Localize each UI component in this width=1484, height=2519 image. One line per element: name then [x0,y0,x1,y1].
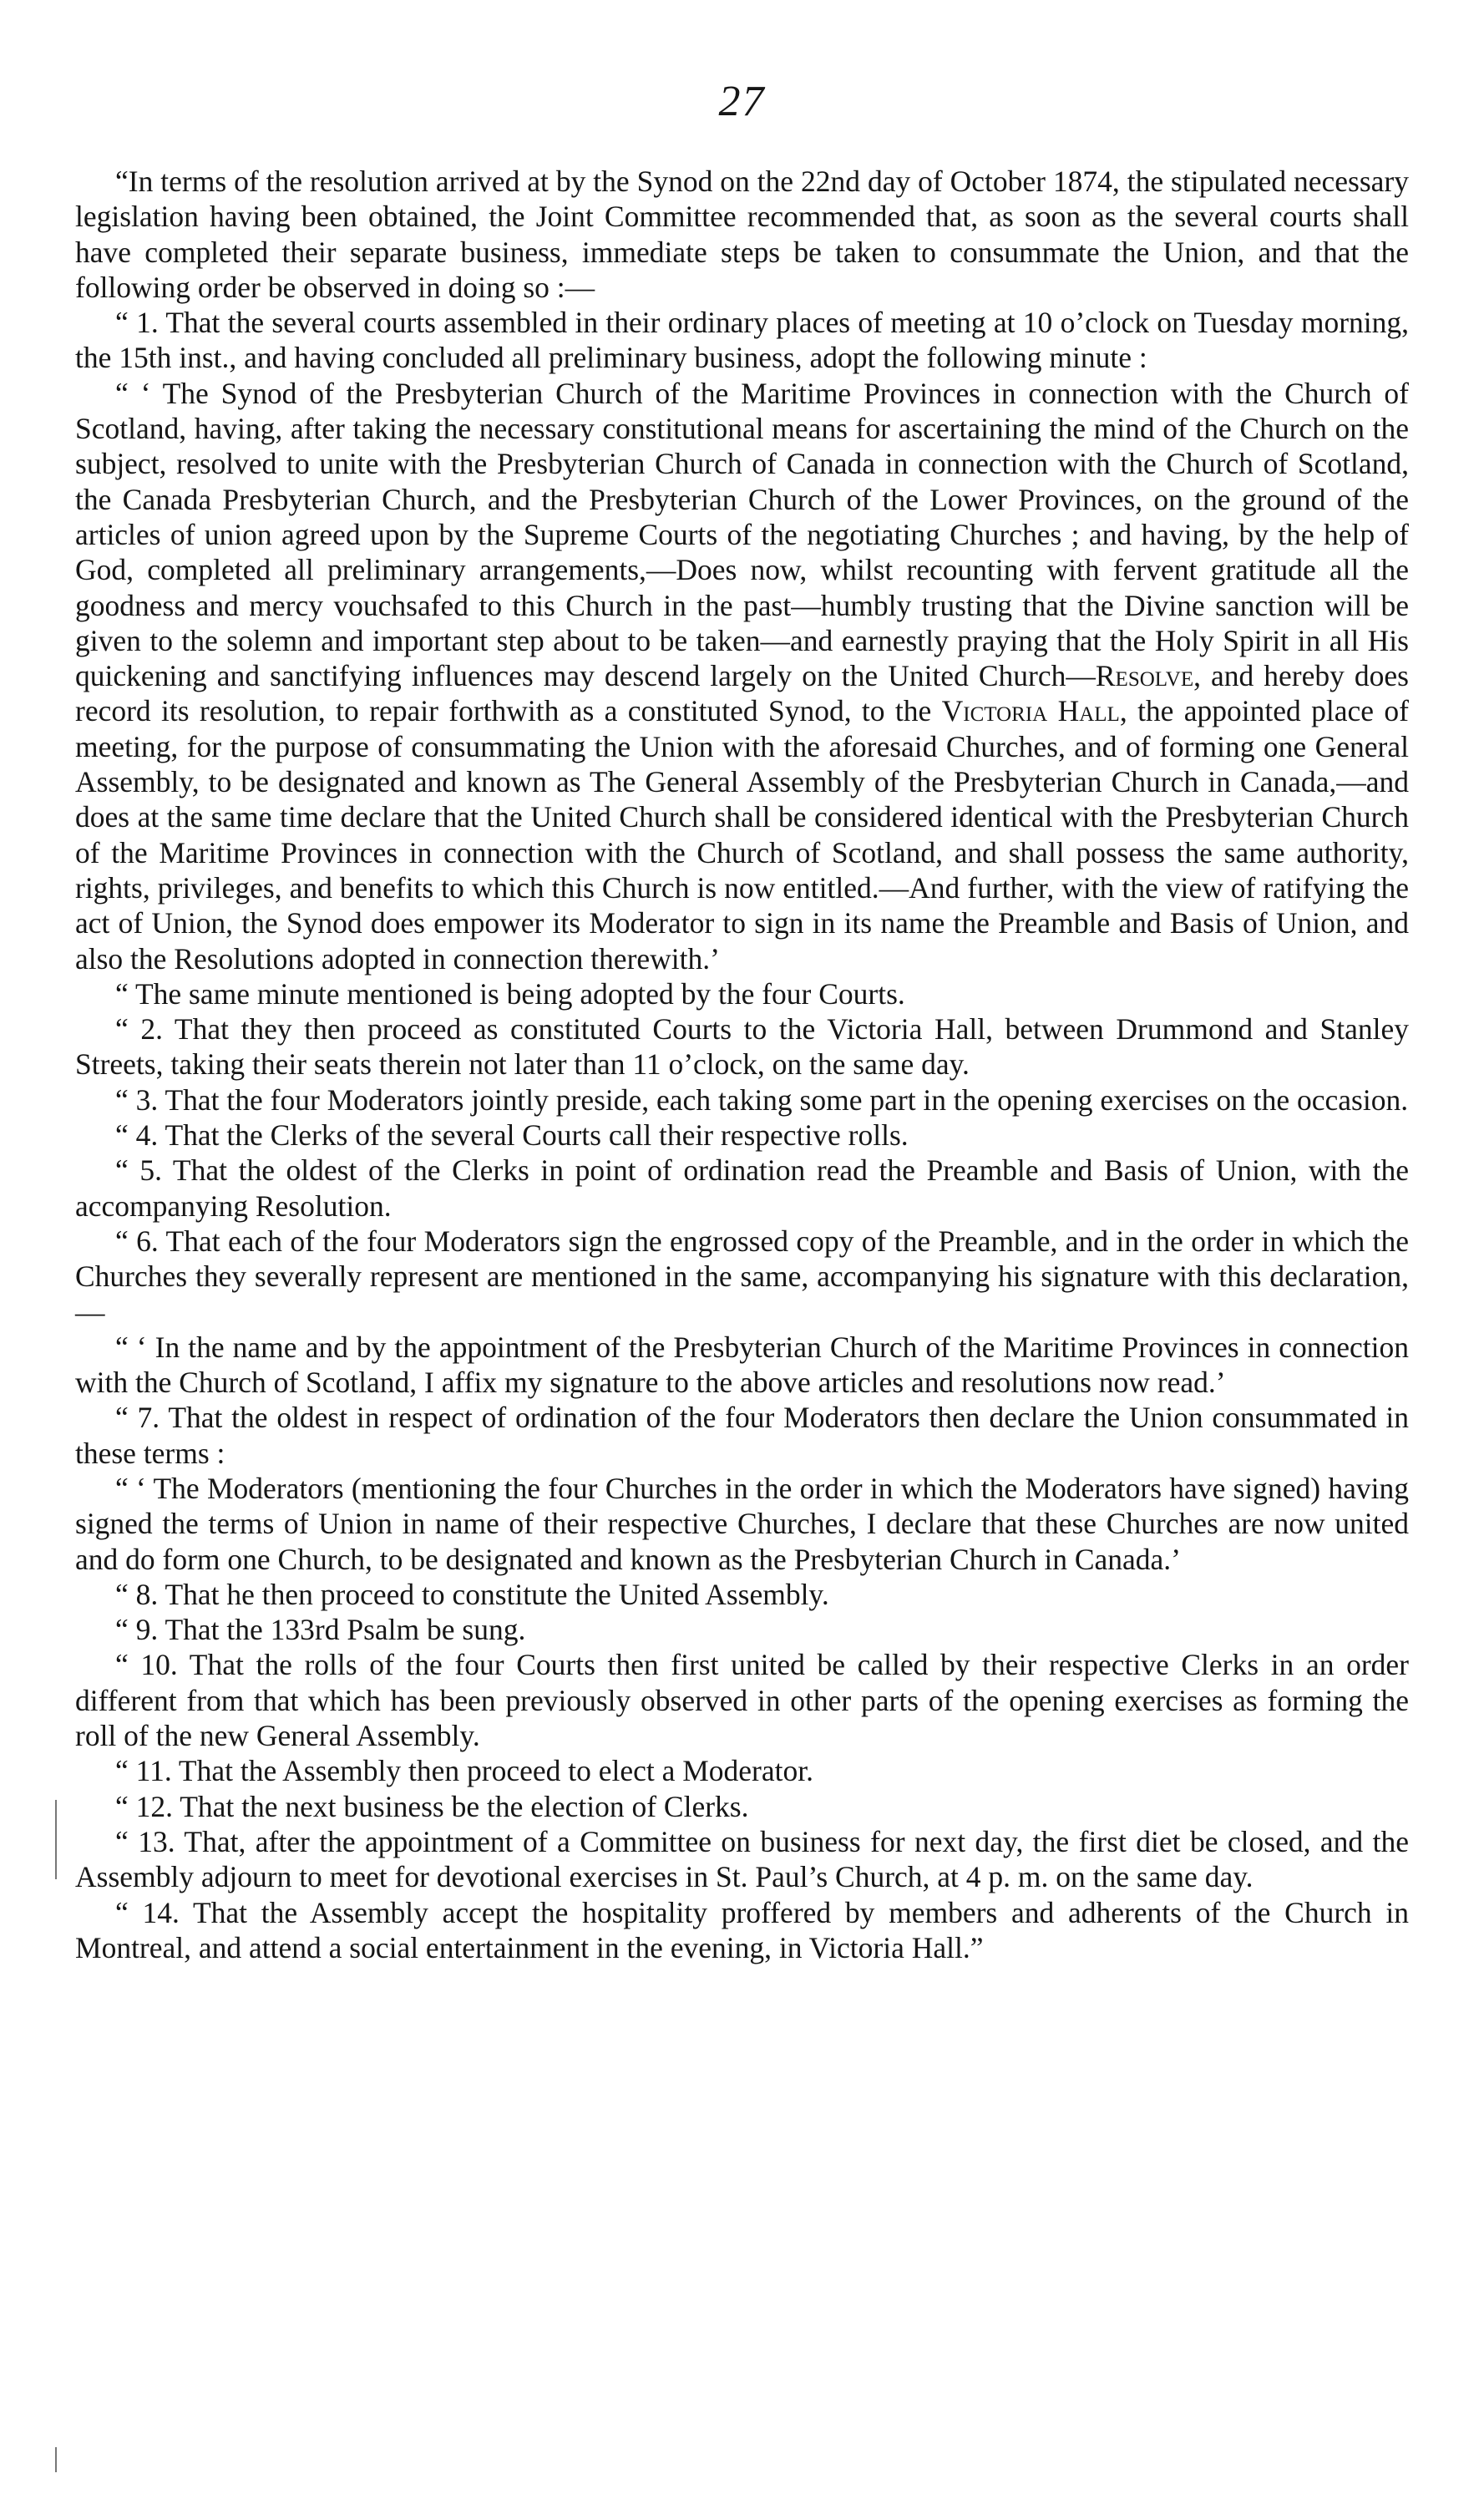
paragraph-text: , and hereby does record its resolution, to repair forthwith as a constituted Synod, to the [75,659,1409,728]
small-caps-word: Victoria Hall [941,694,1120,728]
paragraph: “ 6. That each of the four Moderators sign the engrossed copy of the Preamble, and in the order in which the Churches they severally represent are mentioned in the same, accompanying his signature with this declaration,— [75,1224,1409,1329]
paragraph: “ 5. That the oldest of the Clerks in point of ordination read the Preamble and Basis of Union, with the accompanying Resolution. [75,1153,1409,1223]
paragraph: “ 1. That the several courts assembled in their ordinary places of meeting at 10 o’clock on Tuesday morning, the 15th inst., and having concluded all preliminary business, adopt the following minute : [75,306,1409,375]
paragraph-text: , the appointed place of meeting, for the purpose of consummating the Union with the aforesaid Churches, and of forming one General Assembly, to be designated and known as The General Assembly of the Presbyterian Church in Canada,—and does at the same time declare that the United Church shall be considered identical with the Presbyterian Church of the Maritime Provinces in connection with the Church of Scotland, and shall possess the same authority, rights, privileges, and benefits to which this Church is now entitled.—And further, with the view of ratifying the act of Union, the Synod does empower its Moderator to sign in its name the Preamble and Basis of Union, and also the Resolutions adopted in connection therewith.’ [75,694,1409,976]
paragraph [75,376,1409,976]
paragraph: “ The same minute mentioned is being adopted by the four Courts. [115,976,905,1011]
paragraph: “ 11. That the Assembly then proceed to elect a Moderator. [115,1754,813,1788]
page-number: 27 [718,78,766,125]
paragraph-text: “ ‘ The Synod of the Presbyterian Church of the Maritime Provinces in connection with the Church of Scotland, having, after taking the necessary constitutional means for ascertaining the mind of the Church on the subject, resolved to unite with the Presbyterian Church of Canada in connection with the Church of Scotland, the Canada Presbyterian Church, and the Presbyterian Church of the Lower Provinces, on the ground of the articles of union agreed upon by the Supreme Courts of the negotiating Churches ; and having, by the help of God, completed all preliminary arrangements,—Does now, whilst recounting with fervent gratitude all the goodness and mercy vouchsafed to this Church in the past—humbly trusting that the Divine sanction will be given to the solemn and important step about to be taken—and earnestly praying that the Holy Spirit in all His quickening and sanctifying influences may descend largely on the United Church— [75,376,1409,693]
paragraph: “ 7. That the oldest in respect of ordination of the four Moderators then declare the Union consummated in these terms : [75,1401,1409,1470]
paragraph: “ 4. That the Clerks of the several Courts call their respective rolls. [115,1118,909,1153]
paragraph: “ ‘ The Moderators (mentioning the four Churches in the order in which the Moderators have signed) having signed the terms of Union in name of their respective Churches, I declare that these Churches are now united and do form one Church, to be designated and known as the Presbyterian Church in Canada.’ [75,1471,1409,1576]
paragraph: “ 2. That they then proceed as constituted Courts to the Victoria Hall, between Drummond and Stanley Streets, taking their seats therein not later than 11 o’clock, on the same day. [75,1012,1409,1082]
paragraph: “ 3. That the four Moderators jointly preside, each taking some part in the opening exercises on the occasion. [115,1082,1409,1117]
paragraph: “ 9. That the 133rd Psalm be sung. [115,1613,526,1647]
paragraph: “ ‘ In the name and by the appointment of the Presbyterian Church of the Maritime Provinces in connection with the Church of Scotland, I affix my signature to the above articles and resolutions now read.’ [75,1330,1409,1400]
margin-mark [55,1800,57,1879]
paragraph: “In terms of the resolution arrived at by the Synod on the 22nd day of October 1874, the stipulated necessary legislation having been obtained, the Joint Committee recommended that, as soon as the several courts shall have completed their separate business, immediate steps be taken to consummate the Union, and that the following order be observed in doing so :— [75,165,1409,304]
paragraph: “ 14. That the Assembly accept the hospitality proffered by members and adherents of the Church in Montreal, and attend a social entertainment in the evening, in Victoria Hall.” [75,1895,1409,1964]
paragraph: “ 12. That the next business be the election of Clerks. [115,1789,749,1823]
paragraph: “ 10. That the rolls of the four Courts then first united be called by their respective Clerks in an order different from that which has been previously observed in other parts of the opening exercises as forming the roll of the new General Assembly. [75,1648,1409,1753]
paragraph: “ 13. That, after the appointment of a Committee on business for next day, the first diet be closed, and the Assembly adjourn to meet for devotional exercises in St. Paul’s Church, at 4 p. m. on the same day. [75,1824,1409,1894]
margin-mark [55,2447,57,2472]
text-body [75,164,1409,1965]
paragraph: “ 8. That he then proceed to constitute the United Assembly. [115,1577,829,1611]
small-caps-word: Resolve [1095,659,1194,693]
